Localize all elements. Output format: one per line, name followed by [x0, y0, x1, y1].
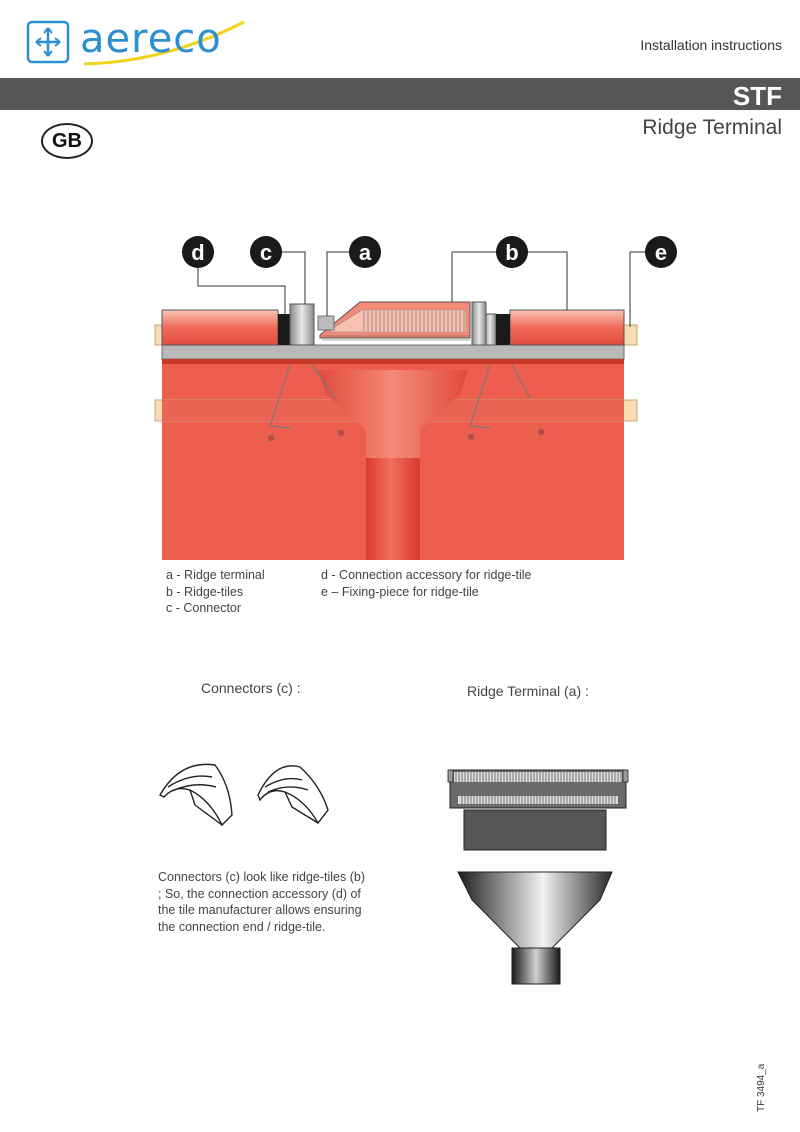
batten-right: [624, 325, 637, 345]
product-code: STF: [732, 81, 782, 111]
callout-d: [182, 236, 214, 268]
language-badge: [41, 123, 93, 159]
connectors-note: [158, 869, 368, 935]
callout-a: [349, 236, 381, 268]
callout-b: [496, 236, 528, 268]
legend-item: d - Connection accessory for ridge-tile: [321, 568, 532, 582]
connector-right: [496, 314, 510, 345]
callout-d-label: d: [191, 240, 205, 265]
roof-plate: [162, 345, 624, 359]
connectors-illustration: [150, 755, 350, 835]
note-line: Connectors (c) look like ridge-tiles (b): [158, 870, 366, 884]
header-bar: [0, 78, 800, 110]
terminal-top-part: [448, 770, 628, 850]
connectors-title: Connectors (c) :: [201, 680, 301, 696]
callout-a-label: a: [358, 240, 372, 265]
legend-item: c - Connector: [166, 601, 242, 615]
note-line: ; So, the connection accessory (d) of: [158, 886, 361, 901]
legend-left: [166, 567, 265, 617]
ridge-terminal-illustration: [440, 760, 640, 990]
connector-drawing-right: [258, 766, 328, 823]
callout-e: [645, 236, 677, 268]
callout-c: [250, 236, 282, 268]
legend-item: a - Ridge terminal: [166, 568, 265, 582]
document-type: Installation instructions: [640, 37, 782, 53]
terminal-funnel-part: [458, 872, 612, 984]
legend-item: e – Fixing-piece for ridge-tile: [321, 584, 479, 599]
callout-c-label: c: [259, 240, 273, 265]
brand-name: aereco: [80, 16, 222, 62]
flue-pipe: [366, 458, 420, 560]
installation-diagram: [0, 230, 800, 570]
legend-right: [321, 567, 532, 600]
callout-b-label: b: [505, 240, 519, 265]
language-badge-label: GB: [52, 129, 82, 152]
connector-drawing-left: [160, 764, 232, 825]
ridge-terminal-title: Ridge Terminal (a) :: [467, 683, 589, 699]
ridge-tile-right: [510, 310, 624, 345]
legend-item: b - Ridge-tiles: [166, 584, 244, 599]
callout-e-label: e: [654, 240, 668, 265]
note-line: the connection end / ridge-tile.: [158, 919, 326, 934]
document-reference: TF 3494_a: [756, 1063, 767, 1112]
product-name: Ridge Terminal: [642, 116, 782, 139]
note-line: the tile manufacturer allows ensuring: [158, 903, 362, 917]
connector-left: [278, 314, 290, 345]
ridge-tile-left: [162, 310, 278, 345]
